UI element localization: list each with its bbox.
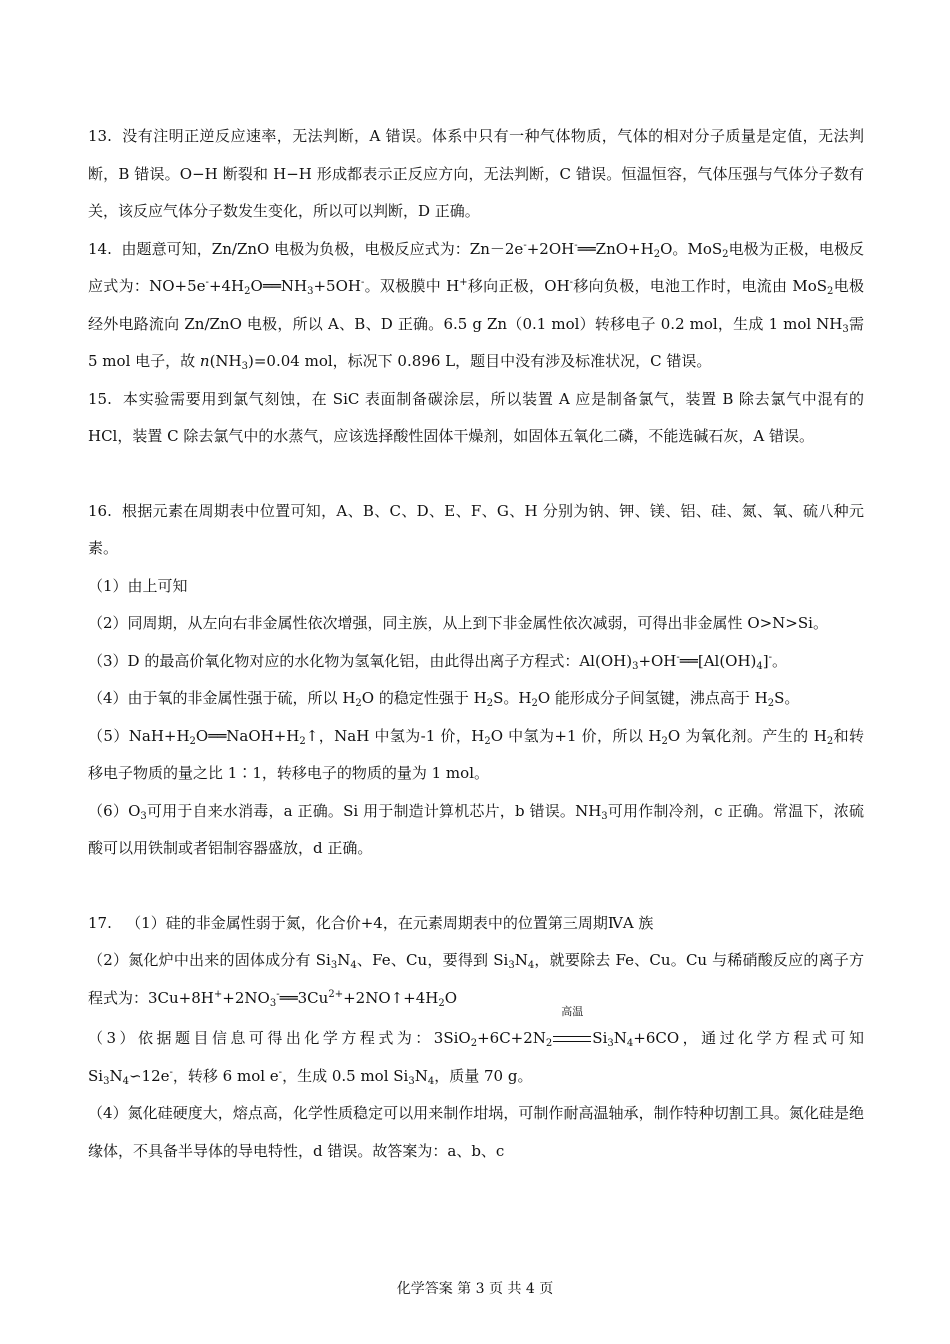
subscript: 2 [531,698,538,709]
answer-text: 、Fe、Cu，要得到 Si [356,951,509,969]
question-number: 15. [88,389,112,408]
answer-text: （4）氮化硅硬度大，熔点高，化学性质稳定可以用来制作坩埚，可制作耐高温轴承，制作特种切割工具。氮化硅是绝缘体，不具备半导体的导电特性，d 错误。故答案为：a、b、c [88,1104,864,1160]
section-gap [88,868,864,905]
answer-15 [88,381,864,456]
superscript: 2+ [328,988,344,1000]
answer-text: ，就要除去 Fe、Cu。Cu 与稀硝酸反应的离子方程式为：3Cu+8H [88,951,865,1007]
answer-17-part2 [88,942,864,1017]
subscript: 2 [767,698,775,709]
answer-text: N [109,1066,123,1085]
answer-text: O 的稳定性强于 H [361,689,487,707]
subscript: 4 [626,1038,634,1049]
subscript: 2 [545,1038,553,1049]
answer-text: ↑，NaH 中氢为-1 价，H [305,726,485,745]
question-number: 17. [88,913,112,932]
answer-text: +6C+2N [477,1029,546,1047]
answer-text: O 中氢为+1 价，所以 H [490,726,662,745]
subscript: 3 [307,286,314,297]
subscript: 2 [299,735,306,747]
answer-text: （1）硅的非金属性弱于氮，化合价+4，在元素周期表中的位置第三周期ⅣA 族 [126,913,654,932]
answer-text: 电极为正极，电极反应式为：NO+5e [88,239,864,295]
double-line-icon [553,1036,591,1042]
subscript: 3 [408,1075,415,1087]
answer-text: （4）由于氧的非金属性强于硫，所以 H [88,689,356,707]
answer-17-part4 [88,1095,864,1170]
answer-text: （2）同周期，从左向右非金属性依次增强，同主族，从上到下非金属性依次减弱，可得出非金属性 O>N>Si。 [88,614,828,632]
subscript: 4 [122,1075,129,1087]
superscript: - [569,277,574,288]
subscript: 3 [269,997,277,1009]
answer-text: 根据元素在周期表中位置可知，A、B、C、D、E、F、G、H 分别为钠、钾、镁、铝、硅、氮、氧、硫八种元素。 [88,501,864,557]
reaction-condition-label: 高温 [561,1005,584,1018]
answer-text: 本实验需要用到氯气刻蚀，在 SiC 表面制备碳涂层，所以装置 A 应是制备氯气，装置 B 除去氯气中混有的 HCl，装置 C 除去氯气中的水蒸气，应该选择酸性固体干燥剂，如固体五氧化二磷，不能选碱石灰，A 错误。 [88,389,864,445]
subscript: 3 [842,323,849,335]
superscript: - [169,1066,173,1078]
answer-text: （1）由上可知 [88,576,188,595]
subscript: 3 [140,810,147,822]
question-number: 14. [88,239,112,258]
answer-text: O 为氧化剂。产生的 H [667,726,827,745]
superscript: - [205,277,209,288]
superscript: - [278,1066,283,1078]
superscript: + [213,988,223,1000]
answer-text: 。双极膜中 H [364,277,460,295]
answer-text: Si [592,1029,608,1047]
answer-text: 移向负极，电池工作时，电流由 MoS [573,277,828,295]
subscript: 3 [632,660,639,672]
answer-text: （6）O [88,801,141,820]
answer-16-part5 [88,718,864,793]
answer-text: +2OH [526,239,575,258]
subscript: 2 [484,735,491,747]
answer-text: 由题意可知，Zn/ZnO 电极为负极，电极反应式为：Zn－2e [121,239,524,258]
answer-text: ══3Cu [279,988,329,1007]
answer-16-part3 [88,643,864,681]
superscript: - [276,988,280,1000]
subscript: 2 [826,735,834,747]
subscript: 4 [350,960,357,971]
answer-text: +2NO↑+4H [343,988,439,1007]
answer-text: N [337,951,351,969]
answer-17-part3 [88,1005,865,1095]
answer-text: S。 [774,689,800,707]
subscript: 3 [103,1075,110,1087]
answer-text: S。H [493,689,532,707]
italic-variable: n [199,352,210,370]
answer-text: 移向正极，OH [467,277,570,295]
answer-text: 和转移电子物质的量之比 1∶1，转移电子的物质的量为 1 mol。 [88,726,865,782]
answer-text: +2NO [222,988,270,1007]
question-number: 13. [88,127,112,145]
subscript: 2 [189,735,196,747]
answer-text: N [414,1066,428,1085]
answer-text: N [613,1029,627,1047]
subscript: 4 [756,660,763,672]
answer-text: ，生成 0.5 mol Si [282,1066,409,1085]
answer-page [88,118,864,1170]
answer-13 [88,118,864,231]
subscript: 4 [427,1075,435,1087]
answer-text: O。MoS [660,239,723,258]
answer-text: O [444,988,458,1007]
answer-text: +6CO，通过化学方程式可知 Si [88,1029,865,1085]
subscript: 2 [722,248,729,260]
answer-text: （3）依据题目信息可得出化学方程式为：3SiO [88,1029,471,1047]
answer-text: +5OH [313,277,361,295]
answer-text: （3）D 的最高价氧化物对应的水化物为氢氧化铝，由此得出离子方程式：Al(OH) [88,651,633,670]
answer-17-part1 [88,905,864,943]
answer-text: 没有注明正逆反应速率，无法判断，A 错误。体系中只有一种气体物质，气体的相对分子质量是定值，无法判断，B 错误。O−H 断裂和 H−H 形成都表示正反应方向，无法判断，C 错误。恒温恒容，气体压强与气体分子数有关，该反应气体分子数发生变化，所以可以判断，D 正确。 [88,127,864,220]
answer-text: 可用作制冷剂，c 正确。常温下，浓硫酸可以用铁制或者铝制容器盛放，d 正确。 [88,801,864,857]
answer-16-part4 [88,680,864,718]
superscript: - [523,239,527,251]
answer-text: )=0.04 mol，标况下 0.896 L，题目中没有涉及标准状况，C 错误。 [248,352,712,370]
question-number: 16. [88,501,112,520]
answer-text: (NH [209,352,242,370]
answer-text: 电极经外电路流向 Zn/ZnO 电极，所以 A、B、D 正确。6.5 g Zn（0.1 mol）转移电子 0.2 mol，生成 1 mol NH [88,277,864,333]
answer-text: （2）氮化炉中出来的固体成分有 Si [88,951,331,969]
superscript: - [768,651,773,663]
subscript: 2 [438,997,445,1009]
answer-text: O══NH [250,277,308,295]
answer-16-part6 [88,793,864,868]
subscript: 2 [653,248,661,260]
subscript: 2 [486,698,494,709]
answer-text: （5）NaH+H [88,726,190,745]
subscript: 3 [601,810,608,822]
answer-text: ∽12e [128,1066,170,1085]
answer-text: ] [762,651,769,670]
answer-16-part2 [88,605,864,643]
answer-text: ══[Al(OH) [679,651,757,670]
superscript: - [676,651,680,663]
answer-text: 可用于自来水消毒，a 正确。Si 用于制造计算机芯片，b 错误。NH [146,801,602,820]
answer-text: 需 5 mol 电子，故 [88,314,864,370]
answer-text: +4H [208,277,245,295]
subscript: 3 [508,960,515,971]
answer-text: ，转移 6 mol e [172,1066,279,1085]
answer-text: O 能形成分子间氢键，沸点高于 H [537,689,768,707]
superscript: - [360,277,365,288]
answer-text: O══NaOH+H [195,726,300,745]
subscript: 2 [355,698,362,709]
section-gap [88,456,864,493]
answer-text: ，质量 70 g。 [434,1066,533,1085]
subscript: 3 [241,361,249,372]
page-footer: 化学答案 第 3 页 共 4 页 [396,1281,554,1297]
answer-text: N [514,951,528,969]
answer-16-intro [88,493,864,568]
subscript: 2 [470,1038,478,1049]
answer-16-part1 [88,568,864,606]
answer-14 [88,231,864,381]
superscript: + [459,277,468,288]
subscript: 4 [527,960,535,971]
subscript: 2 [661,735,668,747]
subscript: 2 [244,286,251,297]
subscript: 3 [607,1038,614,1049]
answer-text: 。 [772,651,788,670]
superscript: - [574,239,578,251]
subscript: 2 [827,286,834,297]
reaction-condition-arrow [553,1005,591,1058]
subscript: 3 [330,960,338,971]
answer-text: ══ZnO+H [577,239,654,258]
answer-text: +OH [638,651,677,670]
